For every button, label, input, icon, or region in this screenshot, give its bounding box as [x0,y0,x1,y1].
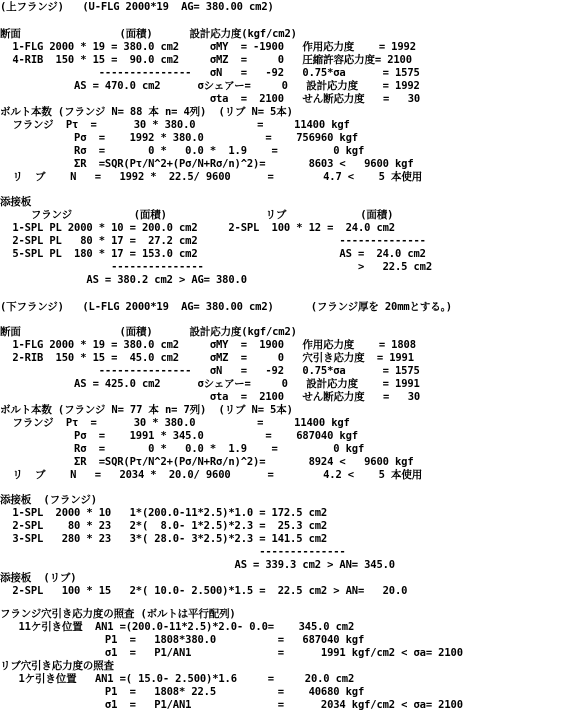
text-line: --------------- > 22.5 cm2 [0,261,433,273]
text-line: 2-RIB 150 * 15 = 45.0 cm2 σMZ = 0 穴引き応力度 = 1991 [0,352,414,364]
text-line: 3-SPL 280 * 23 3*( 28.0- 3*2.5)*2.3 = 141.5 cm2 [0,533,328,545]
text-line: フランジ Pτ = 30 * 380.0 = 11400 kgf [0,417,350,429]
text-line: ボルト本数 (フランジ N= 77 本 n= 7列) (リブ N= 5本) [0,404,293,416]
text-line: ΣR =SQR(Pτ/N^2+(Pσ/N+Rσ/n)^2)= 8924 < 9600 kgf [0,456,414,468]
text-line: 11ケ引き位置 AN1 =(200.0-11*2.5)*2.0- 0.0= 345.0 cm2 [0,621,355,633]
text-line: 1-SPL PL 2000 * 10 = 200.0 cm2 2-SPL 100 * 12 = 24.0 cm2 [0,222,395,234]
text-line: 1-FLG 2000 * 19 = 380.0 cm2 σMY = 1900 作用応力度 = 1808 [0,339,416,351]
text-line: リ ブ N = 2034 * 20.0/ 9600 = 4.2 < 5 本使用 [0,469,423,481]
text-line: 添接板 [0,196,32,208]
text-line: ΣR =SQR(Pτ/N^2+(Pσ/N+Rσ/n)^2)= 8603 < 9600 kgf [0,158,414,170]
text-line: σta = 2100 せん断応力度 = 30 [0,391,421,403]
text-line: AS = 425.0 cm2 σシェアー= 0 設計応力度 = 1991 [0,378,420,390]
text-line: フランジ Pτ = 30 * 380.0 = 11400 kgf [0,119,350,131]
text-line: σta = 2100 せん断応力度 = 30 [0,93,421,105]
text-line: 断面 (面積) 設計応力度(kgf/cm2) [0,326,297,338]
text-line: ボルト本数 (フランジ N= 88 本 n= 4列) (リブ N= 5本) [0,106,293,118]
text-line: 添接板 (リブ) [0,572,77,584]
text-line: Pσ = 1992 * 380.0 = 756960 kgf [0,132,358,144]
text-line: --------------- σN = -92 0.75*σa = 1575 [0,67,420,79]
text-line: Rσ = 0 * 0.0 * 1.9 = 0 kgf [0,443,365,455]
text-line: 添接板 (フランジ) [0,494,97,506]
text-line: AS = 380.2 cm2 > AG= 380.0 [0,274,247,286]
text-line: (下フランジ) (L-FLG 2000*19 AG= 380.00 cm2) (フランジ厚を 20mmとする。) [0,301,452,313]
text-line: --------------- σN = -92 0.75*σa = 1575 [0,365,420,377]
text-line: 5-SPL PL 180 * 17 = 153.0 cm2 AS = 24.0 cm2 [0,248,426,260]
text-line: -------------- [0,546,346,558]
text-line: P1 = 1808*380.0 = 687040 kgf [0,634,365,646]
text-line: 1-SPL 2000 * 10 1*(200.0-11*2.5)*1.0 = 172.5 cm2 [0,507,328,519]
text-line: フランジ (面積) リブ (面積) [0,209,394,221]
text-line: 2-SPL 80 * 23 2*( 8.0- 1*2.5)*2.3 = 25.3 cm2 [0,520,328,532]
text-line: σ1 = P1/AN1 = 2034 kgf/cm2 < σa= 2100 [0,699,463,711]
text-line: 断面 (面積) 設計応力度(kgf/cm2) [0,28,297,40]
text-line: リブ穴引き応力度の照査 [0,660,114,672]
text-line: 1-FLG 2000 * 19 = 380.0 cm2 σMY = -1900 作用応力度 = 1992 [0,41,416,53]
text-line: Pσ = 1991 * 345.0 = 687040 kgf [0,430,358,442]
text-line: 1ケ引き位置 AN1 =( 15.0- 2.500)*1.6 = 20.0 cm2 [0,673,355,685]
text-line: リ ブ N = 1992 * 22.5/ 9600 = 4.7 < 5 本使用 [0,171,423,183]
text-line: Rσ = 0 * 0.0 * 1.9 = 0 kgf [0,145,365,157]
text-line: P1 = 1808* 22.5 = 40680 kgf [0,686,365,698]
text-line: (上フランジ) (U-FLG 2000*19 AG= 380.00 cm2) [0,1,274,13]
text-line: フランジ穴引き応力度の照査 (ボルトは平行配列) [0,608,236,620]
text-line: 2-SPL PL 80 * 17 = 27.2 cm2 -------------- [0,235,426,247]
text-line: AS = 470.0 cm2 σシェアー= 0 設計応力度 = 1992 [0,80,420,92]
text-line: 4-RIB 150 * 15 = 90.0 cm2 σMZ = 0 圧縮許容応力度= 2100 [0,54,412,66]
text-line: AS = 339.3 cm2 > AN= 345.0 [0,559,395,571]
text-line: σ1 = P1/AN1 = 1991 kgf/cm2 < σa= 2100 [0,647,463,659]
text-line: 2-SPL 100 * 15 2*( 10.0- 2.500)*1.5 = 22.5 cm2 > AN= 20.0 [0,585,408,597]
